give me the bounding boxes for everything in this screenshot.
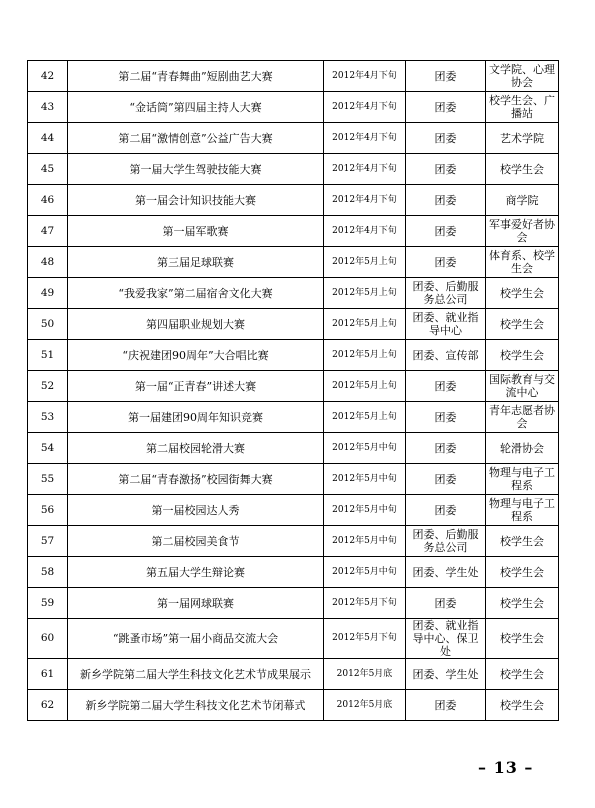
row-number-cell: 51: [28, 340, 68, 371]
activity-time-cell: 2012年5月上旬: [324, 278, 406, 309]
activity-organizer-cell: 艺术学院: [486, 123, 559, 154]
activity-organizer-cell: 体育系、校学生会: [486, 247, 559, 278]
row-number-cell: 52: [28, 371, 68, 402]
activity-organizer-cell: 国际教育与交流中心: [486, 371, 559, 402]
activity-time-cell: 2012年5月底: [324, 659, 406, 690]
table-row: [28, 557, 559, 588]
table-row: [28, 526, 559, 557]
activity-time-cell: 2012年5月上旬: [324, 247, 406, 278]
activity-organizer-cell: 校学生会: [486, 340, 559, 371]
activity-sponsor-cell: 团委: [406, 61, 486, 92]
activity-name-cell: “庆祝建团90周年”大合唱比赛: [68, 340, 324, 371]
activity-name-cell: 第一届军歌赛: [68, 216, 324, 247]
table-row: [28, 402, 559, 433]
activity-name-cell: 第一届会计知识技能大赛: [68, 185, 324, 216]
activity-sponsor-cell: 团委: [406, 588, 486, 619]
row-number-cell: 58: [28, 557, 68, 588]
activity-name-cell: 第四届职业规划大赛: [68, 309, 324, 340]
row-number-cell: 60: [28, 619, 68, 659]
table-row: [28, 154, 559, 185]
activity-sponsor-cell: 团委: [406, 402, 486, 433]
activity-name-cell: 第二届“青春激扬”校园街舞大赛: [68, 464, 324, 495]
activity-name-cell: 第一届大学生驾驶技能大赛: [68, 154, 324, 185]
activity-time-cell: 2012年4月下旬: [324, 92, 406, 123]
activity-time-cell: 2012年5月下旬: [324, 588, 406, 619]
activity-name-cell: 新乡学院第二届大学生科技文化艺术节闭幕式: [68, 690, 324, 721]
table-row: [28, 247, 559, 278]
activity-table: [27, 60, 559, 721]
activity-sponsor-cell: 团委: [406, 123, 486, 154]
activity-sponsor-cell: 团委、就业指导中心、保卫处: [406, 619, 486, 659]
activity-time-cell: 2012年4月下旬: [324, 154, 406, 185]
activity-time-cell: 2012年5月下旬: [324, 619, 406, 659]
activity-name-cell: 新乡学院第二届大学生科技文化艺术节成果展示: [68, 659, 324, 690]
activity-time-cell: 2012年4月下旬: [324, 216, 406, 247]
activity-name-cell: “跳蚤市场”第一届小商品交流大会: [68, 619, 324, 659]
activity-organizer-cell: 文学院、心理协会: [486, 61, 559, 92]
row-number-cell: 44: [28, 123, 68, 154]
activity-name-cell: “金话筒”第四届主持人大赛: [68, 92, 324, 123]
table-row: [28, 464, 559, 495]
activity-time-cell: 2012年5月上旬: [324, 371, 406, 402]
activity-sponsor-cell: 团委、学生处: [406, 659, 486, 690]
activity-name-cell: “我爱我家”第二届宿舍文化大赛: [68, 278, 324, 309]
activity-sponsor-cell: 团委: [406, 433, 486, 464]
row-number-cell: 47: [28, 216, 68, 247]
activity-name-cell: 第一届网球联赛: [68, 588, 324, 619]
row-number-cell: 48: [28, 247, 68, 278]
activity-time-cell: 2012年5月中旬: [324, 526, 406, 557]
activity-sponsor-cell: 团委: [406, 371, 486, 402]
table-row: [28, 61, 559, 92]
activity-sponsor-cell: 团委、学生处: [406, 557, 486, 588]
table-row: [28, 659, 559, 690]
activity-organizer-cell: 物理与电子工程系: [486, 495, 559, 526]
activity-sponsor-cell: 团委: [406, 495, 486, 526]
activity-time-cell: 2012年5月上旬: [324, 340, 406, 371]
activity-time-cell: 2012年4月下旬: [324, 61, 406, 92]
activity-sponsor-cell: 团委: [406, 247, 486, 278]
row-number-cell: 42: [28, 61, 68, 92]
activity-organizer-cell: 校学生会: [486, 309, 559, 340]
activity-sponsor-cell: 团委、就业指导中心: [406, 309, 486, 340]
table-row: [28, 278, 559, 309]
activity-name-cell: 第一届“正青春”讲述大赛: [68, 371, 324, 402]
row-number-cell: 56: [28, 495, 68, 526]
row-number-cell: 46: [28, 185, 68, 216]
table-row: [28, 123, 559, 154]
row-number-cell: 43: [28, 92, 68, 123]
activity-sponsor-cell: 团委: [406, 154, 486, 185]
activity-organizer-cell: 校学生会: [486, 526, 559, 557]
row-number-cell: 54: [28, 433, 68, 464]
table-row: [28, 619, 559, 659]
activity-name-cell: 第五届大学生辩论赛: [68, 557, 324, 588]
activity-organizer-cell: 商学院: [486, 185, 559, 216]
activity-sponsor-cell: 团委: [406, 690, 486, 721]
activity-time-cell: 2012年5月中旬: [324, 464, 406, 495]
activity-table-body: [28, 61, 559, 721]
activity-time-cell: 2012年5月中旬: [324, 557, 406, 588]
activity-sponsor-cell: 团委: [406, 216, 486, 247]
activity-organizer-cell: 校学生会: [486, 619, 559, 659]
activity-name-cell: 第一届建团90周年知识竞赛: [68, 402, 324, 433]
activity-organizer-cell: 轮滑协会: [486, 433, 559, 464]
activity-name-cell: 第二届“青春舞曲”短剧曲艺大赛: [68, 61, 324, 92]
activity-name-cell: 第一届校园达人秀: [68, 495, 324, 526]
table-row: [28, 371, 559, 402]
activity-sponsor-cell: 团委: [406, 92, 486, 123]
row-number-cell: 50: [28, 309, 68, 340]
table-row: [28, 309, 559, 340]
row-number-cell: 61: [28, 659, 68, 690]
row-number-cell: 55: [28, 464, 68, 495]
activity-time-cell: 2012年4月下旬: [324, 123, 406, 154]
row-number-cell: 62: [28, 690, 68, 721]
activity-organizer-cell: 校学生会: [486, 154, 559, 185]
activity-time-cell: 2012年5月上旬: [324, 309, 406, 340]
row-number-cell: 49: [28, 278, 68, 309]
activity-name-cell: 第三届足球联赛: [68, 247, 324, 278]
table-row: [28, 92, 559, 123]
row-number-cell: 53: [28, 402, 68, 433]
activity-time-cell: 2012年5月中旬: [324, 495, 406, 526]
table-row: [28, 588, 559, 619]
activity-name-cell: 第二届“激情创意”公益广告大赛: [68, 123, 324, 154]
activity-organizer-cell: 校学生会、广播站: [486, 92, 559, 123]
activity-organizer-cell: 校学生会: [486, 278, 559, 309]
activity-organizer-cell: 校学生会: [486, 588, 559, 619]
table-row: [28, 433, 559, 464]
activity-sponsor-cell: 团委: [406, 464, 486, 495]
activity-name-cell: 第二届校园轮滑大赛: [68, 433, 324, 464]
activity-sponsor-cell: 团委、后勤服务总公司: [406, 526, 486, 557]
table-row: [28, 690, 559, 721]
activity-organizer-cell: 物理与电子工程系: [486, 464, 559, 495]
table-row: [28, 495, 559, 526]
activity-sponsor-cell: 团委: [406, 185, 486, 216]
activity-organizer-cell: 军事爱好者协会: [486, 216, 559, 247]
activity-organizer-cell: 校学生会: [486, 557, 559, 588]
table-row: [28, 216, 559, 247]
table-row: [28, 185, 559, 216]
row-number-cell: 59: [28, 588, 68, 619]
activity-sponsor-cell: 团委、宣传部: [406, 340, 486, 371]
table-row: [28, 340, 559, 371]
activity-time-cell: 2012年5月底: [324, 690, 406, 721]
activity-time-cell: 2012年4月下旬: [324, 185, 406, 216]
activity-sponsor-cell: 团委、后勤服务总公司: [406, 278, 486, 309]
row-number-cell: 45: [28, 154, 68, 185]
page-number: – 13 –: [478, 758, 534, 777]
activity-time-cell: 2012年5月上旬: [324, 402, 406, 433]
activity-organizer-cell: 青年志愿者协会: [486, 402, 559, 433]
activity-organizer-cell: 校学生会: [486, 659, 559, 690]
activity-name-cell: 第二届校园美食节: [68, 526, 324, 557]
row-number-cell: 57: [28, 526, 68, 557]
activity-organizer-cell: 校学生会: [486, 690, 559, 721]
activity-time-cell: 2012年5月中旬: [324, 433, 406, 464]
